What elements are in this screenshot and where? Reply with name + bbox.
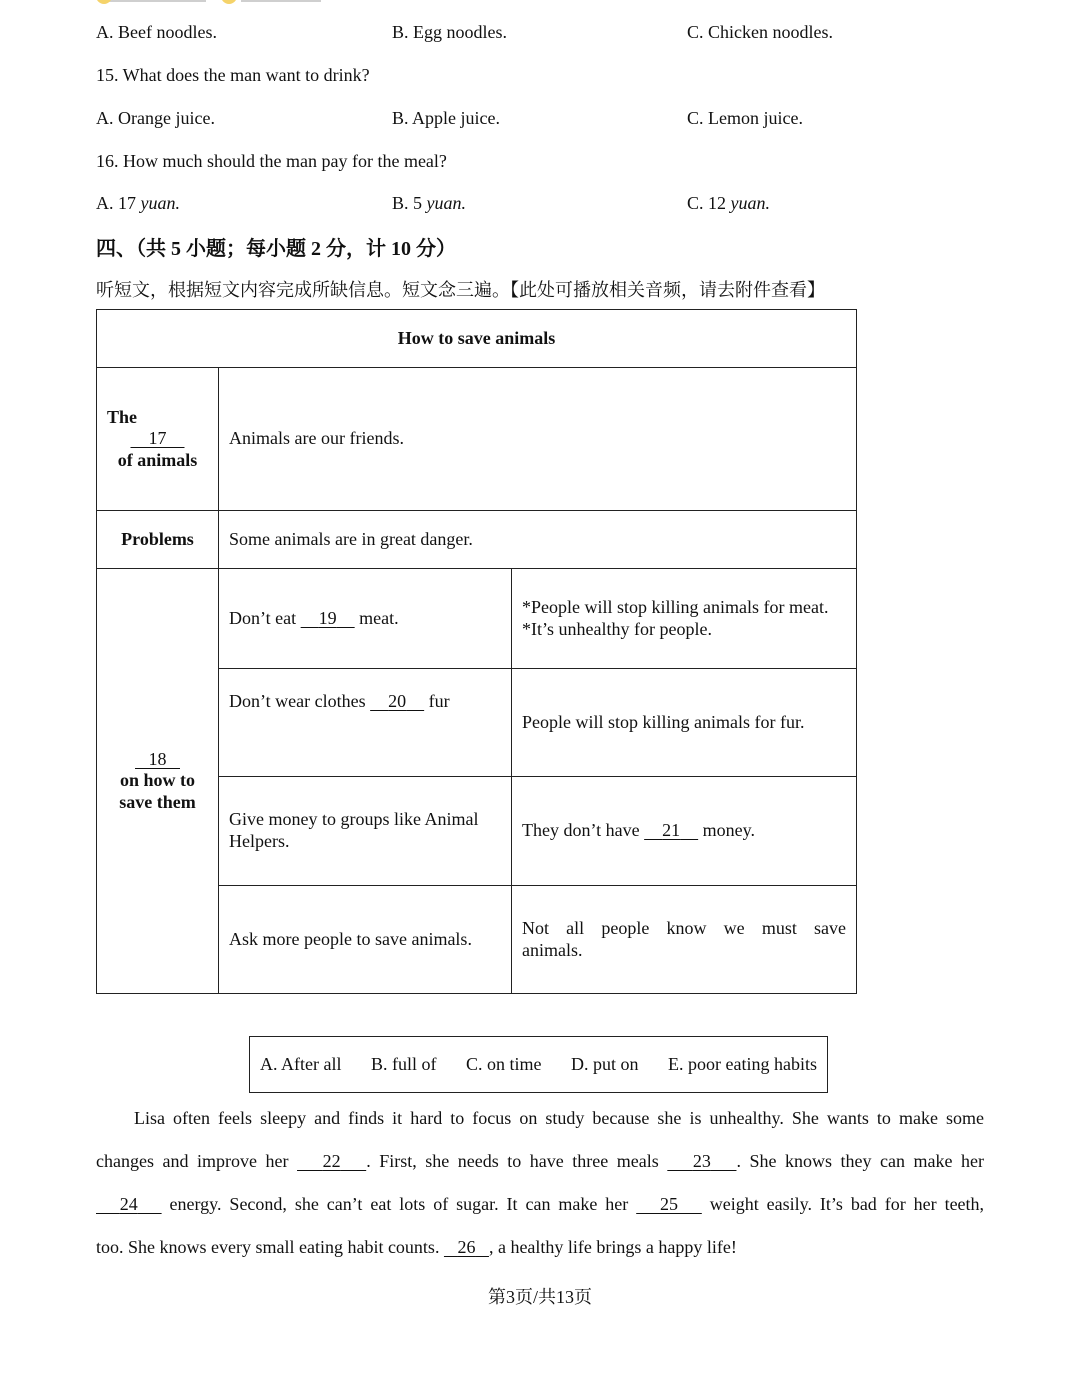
blank-20: 20: [388, 691, 407, 711]
row3-label-line3: save them: [119, 791, 196, 812]
section-instruction: 听短文，根据短文内容完成所缺信息。短文念三遍。【此处可播放相关音频，请去附件查看】: [96, 280, 825, 300]
item4-right-line2: animals.: [522, 939, 583, 960]
page-footer: 第3页/共13页: [487, 1287, 592, 1307]
q16-option-a: A. 17 yuan.: [96, 193, 180, 213]
q16-question: 16. How much should the man pay for the meal?: [96, 151, 447, 171]
row1-content: Animals are our friends.: [219, 368, 857, 511]
passage-line-2: changes and improve her 22 . First, she needs to have three meals 23 . She knows they can make her: [96, 1151, 985, 1171]
item1-right: [512, 569, 857, 669]
item3-left: [219, 777, 512, 886]
q14-option-a: A. Beef noodles.: [96, 22, 217, 42]
decor-line: [241, 0, 321, 2]
passage-line-4: too. She knows every small eating habit counts. 26 , a healthy life brings a happy life!: [96, 1237, 737, 1257]
passage: [96, 1097, 984, 1269]
row2-label: Problems: [97, 511, 219, 569]
q14-option-b: B. Egg noodles.: [392, 22, 507, 42]
q16-option-b: B. 5 yuan.: [392, 193, 467, 213]
item2-right: People will stop killing animals for fur.: [512, 669, 857, 777]
top-decoration: [96, 0, 336, 6]
row1-label-top: The: [107, 406, 138, 427]
blank-24: 24: [119, 1194, 138, 1214]
q16-option-c: C. 12 yuan.: [687, 193, 771, 213]
q15-option-b: B. Apple juice.: [392, 108, 500, 128]
blank-19: 19: [318, 607, 337, 628]
blank-26: 26: [457, 1237, 476, 1257]
passage-line-3: 24 energy. Second, she can’t eat lots of sugar. It can make her 25 weight easily. It’s bad for her teeth,: [96, 1183, 984, 1226]
blank-25: 25: [660, 1194, 678, 1214]
q15-question: 15. What does the man want to drink?: [96, 65, 370, 85]
table-title: How to save animals: [97, 310, 857, 368]
info-table: [96, 309, 857, 994]
row3-label: [97, 569, 219, 994]
word-bank-box: [249, 1036, 828, 1093]
blank-21: 21: [662, 820, 681, 841]
decor-dot: [96, 0, 112, 4]
item4-right: [512, 886, 857, 994]
item4-left: Ask more people to save animals.: [219, 886, 512, 994]
q15-option-c: C. Lemon juice.: [687, 108, 803, 128]
row1-label-bottom: of animals: [117, 449, 198, 470]
blank-23: 23: [692, 1151, 711, 1171]
item1-left: Don’t eat 19 meat.: [219, 569, 512, 669]
item1-right-line2: *It’s unhealthy for people.: [522, 618, 712, 639]
blank-22: 22: [322, 1151, 341, 1171]
row2-content: Some animals are in great danger.: [219, 511, 857, 569]
decor-dot: [221, 0, 237, 4]
word-option-a: A. After all: [260, 1054, 342, 1074]
word-option-e: E. poor eating habits: [667, 1054, 817, 1074]
item2-left: Don’t wear clothes 20 fur: [219, 669, 512, 777]
item1-right-line1: *People will stop killing animals for meat.: [522, 596, 829, 617]
word-option-d: D. put on: [570, 1054, 639, 1074]
blank-18: 18: [148, 748, 167, 769]
item3-right: They don’t have 21 money.: [512, 777, 857, 886]
blank-17: 17: [148, 428, 167, 449]
row3-label-line2: on how to: [119, 770, 195, 791]
q15-option-a: A. Orange juice.: [96, 108, 215, 128]
word-option-c: C. on time: [465, 1054, 542, 1074]
q14-option-c: C. Chicken noodles.: [687, 22, 833, 42]
item4-right-line1: Not all people know we must save: [522, 917, 846, 938]
word-option-b: B. full of: [370, 1054, 437, 1074]
passage-line-1: Lisa often feels sleepy and finds it hard to focus on study because she is unhealthy. She wants to make some: [134, 1108, 984, 1128]
decor-line: [106, 0, 206, 2]
item3-left-line1: Give money to groups like Animal: [229, 809, 479, 830]
item3-left-line2: Helpers.: [229, 831, 290, 851]
row1-label: [97, 368, 219, 511]
section-heading: 四、（共 5 小题；每小题 2 分，计 10 分）: [96, 238, 456, 260]
